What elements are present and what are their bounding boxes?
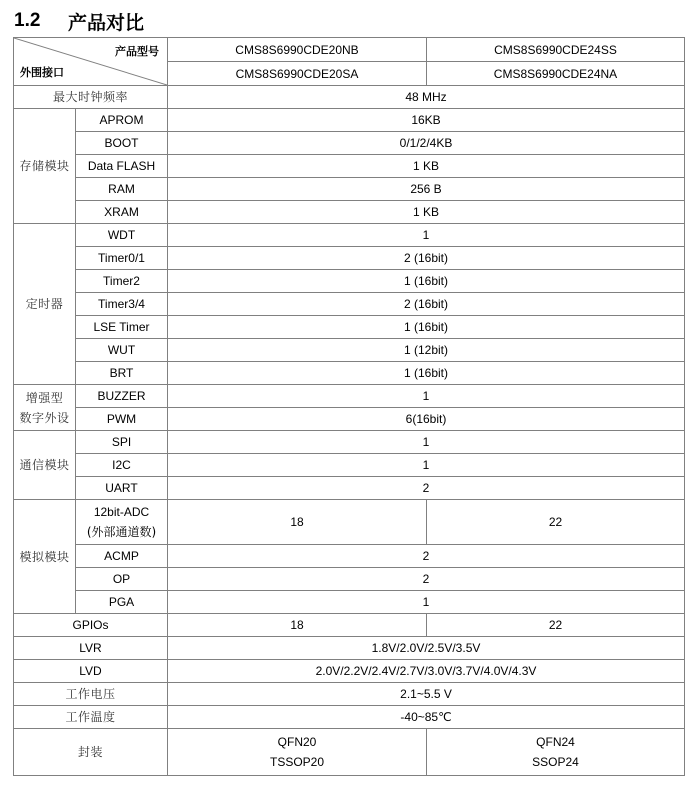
row-label: XRAM — [76, 201, 168, 224]
row-value: 1 (16bit) — [168, 362, 685, 385]
table-row — [14, 339, 685, 362]
model-name: CMS8S6990CDE24NA — [427, 62, 685, 86]
row-value: 1 — [168, 224, 685, 247]
row-label: RAM — [76, 178, 168, 201]
row-value: 22 — [427, 614, 685, 637]
table-row — [14, 86, 685, 109]
row-value: 1 (16bit) — [168, 316, 685, 339]
table-row — [14, 660, 685, 683]
table-row — [14, 224, 685, 247]
row-label: LSE Timer — [76, 316, 168, 339]
table-row — [14, 591, 685, 614]
row-label: 封装 — [14, 729, 168, 776]
category-label: 定时器 — [14, 224, 76, 385]
row-value: 1 KB — [168, 201, 685, 224]
row-value: 2 — [168, 477, 685, 500]
row-value: 2.1~5.5 V — [168, 683, 685, 706]
table-row — [14, 614, 685, 637]
row-value: 1 — [168, 431, 685, 454]
package-name: TSSOP20 — [269, 755, 325, 769]
row-value: 48 MHz — [168, 86, 685, 109]
row-label-line: 12bit-ADC — [93, 505, 150, 519]
section-title: 产品对比 — [68, 11, 145, 34]
row-label: OP — [76, 568, 168, 591]
row-value — [427, 729, 685, 776]
row-label: BOOT — [76, 132, 168, 155]
table-row — [14, 385, 685, 408]
row-label: I2C — [76, 454, 168, 477]
table-row — [14, 683, 685, 706]
row-value: 2 (16bit) — [168, 293, 685, 316]
row-value: 1 — [168, 385, 685, 408]
row-value: 2 — [168, 545, 685, 568]
row-label: LVR — [14, 637, 168, 660]
row-label-line: (外部通道数) — [86, 525, 157, 539]
row-value: 16KB — [168, 109, 685, 132]
category-label — [14, 385, 76, 431]
row-value: 22 — [427, 500, 685, 545]
category-label: 通信模块 — [14, 431, 76, 500]
row-value: 2 — [168, 568, 685, 591]
row-label: 工作温度 — [14, 706, 168, 729]
row-value: 0/1/2/4KB — [168, 132, 685, 155]
table-row — [14, 545, 685, 568]
table-row — [14, 201, 685, 224]
table-row — [14, 431, 685, 454]
row-value — [168, 729, 427, 776]
row-value: 1 — [168, 454, 685, 477]
product-comparison-table — [13, 37, 685, 776]
row-label: ACMP — [76, 545, 168, 568]
table-row — [14, 454, 685, 477]
row-label: WUT — [76, 339, 168, 362]
row-label: UART — [76, 477, 168, 500]
row-label: PGA — [76, 591, 168, 614]
category-label-line: 数字外设 — [19, 410, 70, 425]
package-name: QFN20 — [277, 735, 317, 749]
row-label: 最大时钟频率 — [14, 86, 168, 109]
table-header-row — [14, 38, 685, 62]
row-value: 1.8V/2.0V/2.5V/3.5V — [168, 637, 685, 660]
row-label: BRT — [76, 362, 168, 385]
table-row — [14, 706, 685, 729]
row-label: Timer0/1 — [76, 247, 168, 270]
row-value: -40~85℃ — [168, 706, 685, 729]
row-label: Timer2 — [76, 270, 168, 293]
table-row — [14, 178, 685, 201]
row-value: 18 — [168, 500, 427, 545]
row-value: 18 — [168, 614, 427, 637]
row-label: WDT — [76, 224, 168, 247]
section-number: 1.2 — [14, 10, 41, 31]
table-row — [14, 477, 685, 500]
row-value: 1 KB — [168, 155, 685, 178]
row-value: 6(16bit) — [168, 408, 685, 431]
row-value: 1 — [168, 591, 685, 614]
row-label: GPIOs — [14, 614, 168, 637]
table-row — [14, 408, 685, 431]
corner-label-model: 产品型号 — [115, 45, 159, 58]
model-name: CMS8S6990CDE20NB — [168, 38, 427, 62]
category-label: 存储模块 — [14, 109, 76, 224]
table-row — [14, 316, 685, 339]
table-row — [14, 362, 685, 385]
package-name: QFN24 — [536, 735, 575, 749]
package-name: SSOP24 — [532, 755, 579, 769]
table-row — [14, 270, 685, 293]
table-row — [14, 729, 685, 776]
row-value: 256 B — [168, 178, 685, 201]
row-label: LVD — [14, 660, 168, 683]
row-value: 1 (16bit) — [168, 270, 685, 293]
row-value: 1 (12bit) — [168, 339, 685, 362]
table-row — [14, 500, 685, 545]
model-name: CMS8S6990CDE24SS — [427, 38, 685, 62]
row-label: BUZZER — [76, 385, 168, 408]
row-label: Timer3/4 — [76, 293, 168, 316]
model-name: CMS8S6990CDE20SA — [168, 62, 427, 86]
table-row — [14, 247, 685, 270]
category-label-line: 增强型 — [25, 390, 64, 405]
row-label: SPI — [76, 431, 168, 454]
row-label — [76, 500, 168, 545]
row-label: 工作电压 — [14, 683, 168, 706]
table-row — [14, 568, 685, 591]
row-value: 2 (16bit) — [168, 247, 685, 270]
table-row — [14, 109, 685, 132]
row-label: Data FLASH — [76, 155, 168, 178]
row-label: APROM — [76, 109, 168, 132]
row-value: 2.0V/2.2V/2.4V/2.7V/3.0V/3.7V/4.0V/4.3V — [168, 660, 685, 683]
table-row — [14, 637, 685, 660]
table-corner-cell — [14, 38, 168, 86]
table-row — [14, 132, 685, 155]
row-label: PWM — [76, 408, 168, 431]
table-row — [14, 155, 685, 178]
category-label: 模拟模块 — [14, 500, 76, 614]
table-row — [14, 293, 685, 316]
section-heading — [14, 6, 144, 36]
corner-label-interface: 外围接口 — [20, 66, 64, 79]
